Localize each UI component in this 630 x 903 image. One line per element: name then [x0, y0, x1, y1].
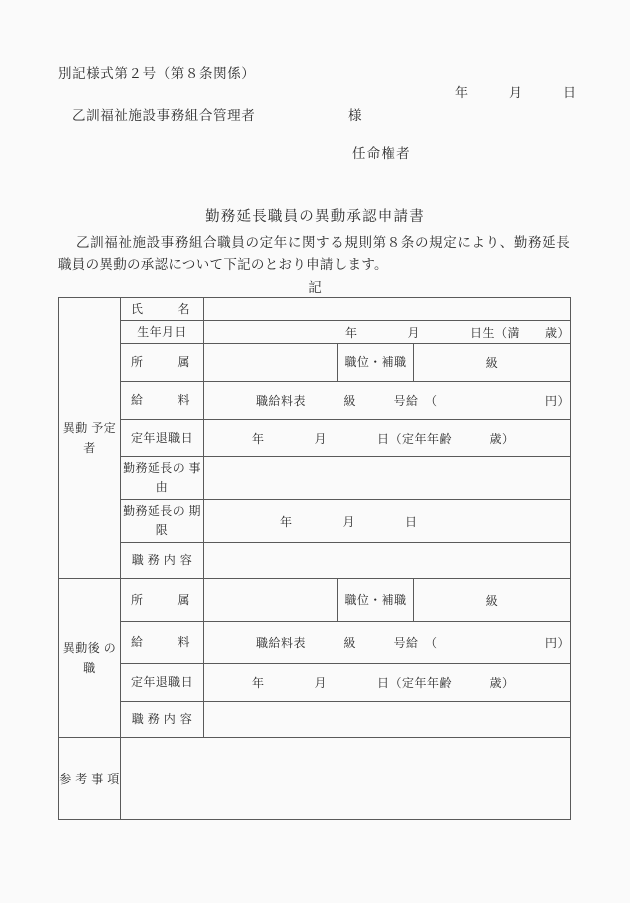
date-line: 年 月 日: [455, 85, 577, 100]
body-paragraph: 乙訓福祉施設事務組合職員の定年に関する規則第８条の規定により、勤務延長職員の異動の承認について下記のとおり申請します。: [58, 235, 570, 272]
table-row: [59, 344, 571, 382]
value-birthdate[interactable]: 年 月 日生（満 歳）: [204, 321, 571, 344]
value-extension-reason[interactable]: [204, 457, 571, 500]
value-remarks[interactable]: [121, 738, 571, 820]
form-table-wrapper: [58, 297, 570, 820]
table-row: [59, 702, 571, 738]
ki-mark: 記: [308, 280, 322, 295]
value-salary-after[interactable]: [204, 622, 571, 664]
value-salary[interactable]: [204, 382, 571, 420]
value-grade-after[interactable]: 級: [414, 579, 571, 622]
value-affiliation-after[interactable]: [204, 579, 338, 622]
value-retirement-date[interactable]: [204, 420, 571, 457]
label-name: 氏 名: [121, 298, 204, 321]
salary-line-a: 職給料表 級 号給 （: [256, 394, 438, 408]
salary-line-b-after: 円）: [545, 636, 571, 650]
salary-line-a-after: 職給料表 級 号給 （: [256, 636, 438, 650]
label-salary: 給 料: [121, 382, 204, 420]
group-label-after: 異動後 の職: [59, 579, 121, 738]
form-number: 別記様式第２号（第８条関係）: [58, 66, 256, 81]
value-extension-limit[interactable]: [204, 500, 571, 543]
value-duty-content[interactable]: [204, 543, 571, 579]
extension-limit-line: 年 月 日: [280, 514, 418, 529]
table-row: [59, 579, 571, 622]
table-row: [59, 543, 571, 579]
retirement-line-after: 年 月 日（定年年齢 歳）: [252, 676, 515, 690]
salary-line-b: 円）: [545, 394, 571, 408]
label-position: 職位・補職: [338, 344, 414, 382]
label-extension-limit: 勤務延長の 期限: [121, 500, 204, 543]
retirement-line: 年 月 日（定年年齢 歳）: [252, 431, 515, 446]
table-row: [59, 738, 571, 820]
form-table: [58, 297, 571, 820]
table-row: [59, 382, 571, 420]
table-row: [59, 420, 571, 457]
label-retirement-date: 定年退職日: [121, 420, 204, 457]
table-row: [59, 664, 571, 702]
value-name[interactable]: [204, 298, 571, 321]
label-duty-content-after: 職 務 内 容: [121, 702, 204, 738]
label-position-after: 職位・補職: [338, 579, 414, 622]
label-retirement-date-after: 定年退職日: [121, 664, 204, 702]
addressee-honorific: 様: [348, 108, 362, 123]
label-extension-reason: 勤務延長の 事由: [121, 457, 204, 500]
page-title: 勤務延長職員の異動承認申請書: [205, 209, 425, 225]
label-salary-after: 給 料: [121, 622, 204, 664]
value-duty-content-after[interactable]: [204, 702, 571, 738]
value-retirement-date-after[interactable]: [204, 664, 571, 702]
addressee: 乙訓福祉施設事務組合管理者: [72, 108, 256, 123]
table-row: [59, 321, 571, 344]
table-row: [59, 298, 571, 321]
value-grade[interactable]: 級: [414, 344, 571, 382]
appointer-label: 任命権者: [352, 146, 411, 161]
value-affiliation[interactable]: [204, 344, 338, 382]
label-affiliation: 所 属: [121, 344, 204, 382]
label-affiliation-after: 所 属: [121, 579, 204, 622]
table-row: [59, 622, 571, 664]
label-remarks: 参 考 事 項: [59, 738, 121, 820]
label-birthdate: 生年月日: [121, 321, 204, 344]
group-label-before: 異動 予定者: [59, 298, 121, 579]
table-row: [59, 457, 571, 500]
label-duty-content: 職 務 内 容: [121, 543, 204, 579]
table-row: [59, 500, 571, 543]
